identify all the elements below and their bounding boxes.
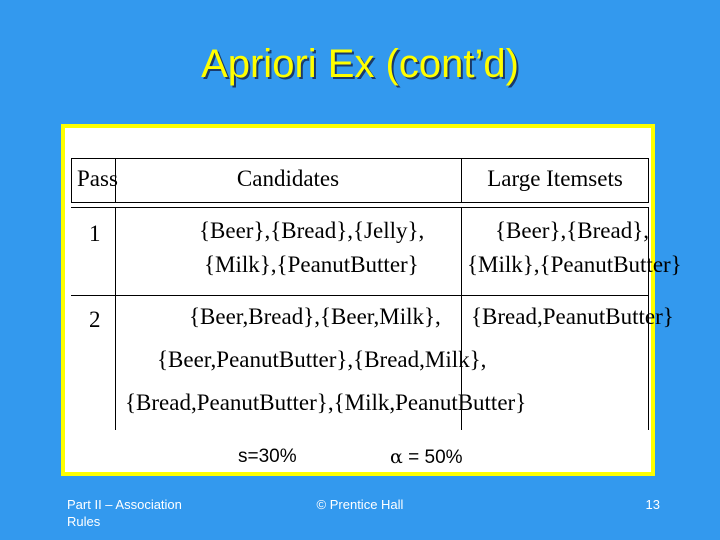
header-large-itemsets: Large Itemsets	[487, 166, 623, 191]
header-rule	[71, 202, 649, 203]
row2-candidates-line3: {Bread,PeanutButter},{Milk,PeanutButter}	[125, 390, 527, 415]
col-divider-1	[115, 207, 116, 430]
row1-large-line1: {Beer},{Bread},	[495, 218, 649, 243]
support-threshold: s=30%	[238, 446, 297, 467]
row2-pass: 2	[89, 307, 101, 332]
footer-course-line1: Part II – Association	[67, 497, 182, 512]
row-divider	[71, 295, 649, 296]
alpha-symbol: α	[390, 446, 403, 468]
row2-candidates-line1: {Beer,Bread},{Beer,Milk},	[189, 304, 441, 329]
footer-course	[67, 496, 182, 530]
row2-large-line1: {Bread,PeanutButter}	[471, 304, 674, 329]
table-top-rule	[71, 158, 649, 159]
alpha-value: = 50%	[408, 447, 463, 468]
header-rule-double	[71, 207, 649, 208]
footer-copyright: © Prentice Hall	[316, 497, 404, 512]
page-number: 13	[645, 497, 660, 512]
example-frame	[61, 124, 682, 476]
row2-candidates-line2: {Beer,PeanutButter},{Bread,Milk},	[157, 347, 487, 372]
slide-title: Apriori Ex (cont’d)	[201, 42, 519, 86]
row1-candidates-line1: {Beer},{Bread},{Jelly},	[199, 218, 425, 243]
footer-course-line2: Rules	[67, 514, 101, 529]
left-border	[71, 158, 72, 202]
confidence-threshold	[390, 446, 463, 469]
row1-pass: 1	[89, 221, 101, 246]
header-candidates: Candidates	[236, 166, 340, 191]
header-pass: Pass	[77, 166, 118, 191]
row1-candidates-line2: {Milk},{PeanutButter}	[204, 252, 419, 277]
apriori-table	[71, 158, 682, 430]
row1-large-line2: {Milk},{PeanutButter}	[467, 252, 682, 277]
